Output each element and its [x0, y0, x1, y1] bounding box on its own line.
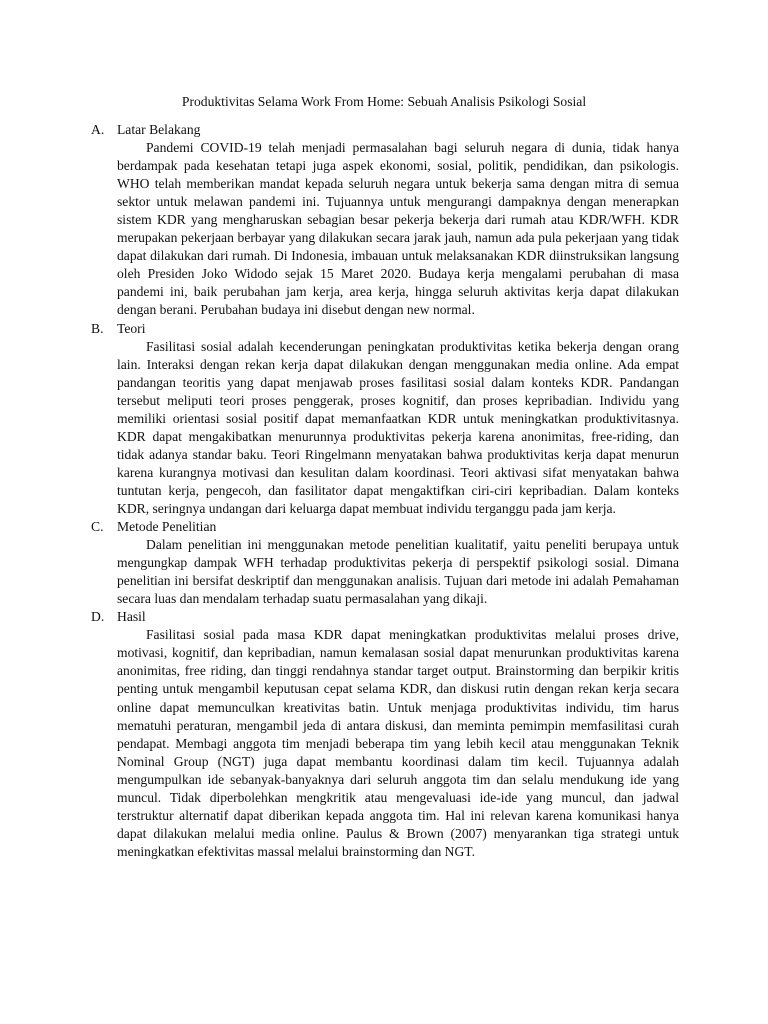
document-title: Produktivitas Selama Work From Home: Sebuah Analisis Psikologi Sosial	[181, 94, 587, 109]
section-paragraph: Fasilitasi sosial pada masa KDR dapat meningkatkan produktivitas melalui proses drive, motivasi, kognitif, dan kepribadian, namun kemalasan sosial dapat menurunkan produktivitas karena anonimitas, free riding, dan tinggi rendahnya standar target output. Brainstorming dan berpikir kritis penting untuk mengambil keputusan cepat selama KDR, dan diskusi rutin dengan rekan kerja secara online dapat memunculkan kreativitas batin. Untuk menjaga produktivitas individu, tim harus mematuhi peraturan, mengambil jeda di antara diskusi, dan meminta pemimpin memfasilitasi curah pendapat. Membagi anggota tim menjadi beberapa tim yang lebih kecil atau menggunakan Teknik Nominal Group (NGT) juga dapat membantu koordinasi dalam tim kecil. Tujuannya adalah mengumpulkan ide sebanyak-banyaknya dari seluruh anggota tim dan selalu mendukung ide yang muncul. Tidak diperbolehkan mengkritik atau mengevaluasi ide-ide yang muncul, dan jadwal terstruktur alternatif dapat diberikan kepada anggota tim. Hal ini relevan karena komunikasi hanya dapat dilakukan melalui media online. Paulus & Brown (2007) menyarankan tiga strategi untuk meningkatkan efektivitas massal melalui brainstorming dan NGT.	[117, 627, 679, 859]
document-body	[91, 121, 679, 861]
section-title: Teori	[117, 320, 146, 336]
section-heading	[91, 608, 679, 626]
section-paragraph: Fasilitasi sosial adalah kecenderungan peningkatan produktivitas ketika bekerja dengan orang lain. Interaksi dengan rekan kerja dapat dilakukan dengan menggunakan media online. Ada empat pandangan teoritis yang dapat menjawab proses fasilitasi sosial dalam konteks KDR. Pandangan tersebut meliputi teori proses penggerak, proses kognitif, dan proses kepribadian. Individu yang memiliki orientasi sosial positif dapat memanfaatkan KDR untuk meningkatkan produktivitasnya. KDR dapat mengakibatkan menurunnya produktivitas pekerja karena anonimitas, free-riding, dan tidak adanya standar baku. Teori Ringelmann menyatakan bahwa produktivitas kerja dapat menurun karena kurangnya motivasi dan kesulitan dalam koordinasi. Teori aktivasi sifat menyatakan bahwa tuntutan kerja, pengecoh, dan fasilitator dapat mengaktifkan ciri-ciri kepribadian. Dalam konteks KDR, seringnya undangan dari keluarga dapat membuat individu terganggu pada jam kerja.	[117, 338, 679, 516]
section-heading	[91, 518, 679, 536]
section-title: Hasil	[117, 609, 146, 625]
section-letter: A.	[91, 122, 105, 137]
section-metode-penelitian	[91, 518, 679, 608]
section-letter: C.	[91, 519, 104, 535]
section-title: Metode Penelitian	[117, 519, 217, 535]
section-heading	[91, 320, 679, 338]
section-heading	[91, 121, 679, 139]
section-teori	[91, 320, 679, 519]
section-title: Latar Belakang	[117, 122, 201, 137]
section-latar-belakang	[91, 121, 679, 320]
section-paragraph: Dalam penelitian ini menggunakan metode penelitian kualitatif, yaitu peneliti berupaya untuk mengungkap dampak WFH terhadap produktivitas pekerja di perspektif psikologi sosial. Dimana penelitian ini bersifat deskriptif dan menggunakan analisis. Tujuan dari metode ini adalah Pemahaman secara luas dan mendalam terhadap suatu permasalahan yang dikaji.	[117, 537, 679, 607]
section-paragraph: Pandemi COVID-19 telah menjadi permasalahan bagi seluruh negara di dunia, tidak hanya berdampak pada kesehatan tetapi juga aspek ekonomi, sosial, politik, pendidikan, dan psikologis. WHO telah memberikan mandat kepada seluruh negara untuk bekerja sama dengan mitra di semua sektor untuk melawan pandemi ini. Tujuannya untuk mengurangi dampaknya dengan menerapkan sistem KDR yang mengharuskan sebagian besar pekerja bekerja dari rumah atau KDR/WFH. KDR merupakan pekerjaan berbayar yang dilakukan secara jarak jauh, namun ada pula pekerjaan yang tidak dapat dilakukan dari rumah. Di Indonesia, imbauan untuk melaksanakan KDR diinstruksikan langsung oleh Presiden Joko Widodo sejak 15 Maret 2020. Budaya kerja mengalami perubahan di masa pandemi ini, baik perubahan jam kerja, area kerja, hingga seluruh aktivitas kerja dapat dilakukan dengan berani. Perubahan budaya ini disebut dengan new normal.	[117, 140, 679, 318]
section-letter: D.	[91, 609, 105, 625]
section-letter: B.	[91, 320, 104, 336]
section-hasil	[91, 608, 679, 861]
